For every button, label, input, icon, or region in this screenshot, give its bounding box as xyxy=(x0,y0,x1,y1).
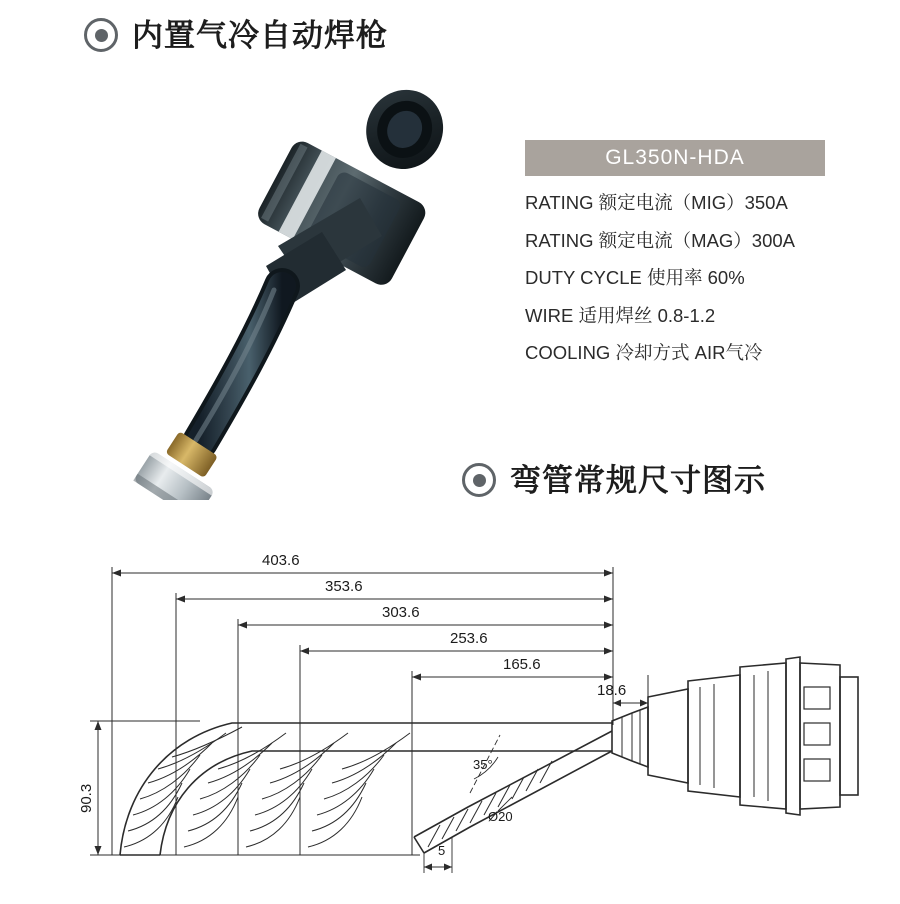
spec-item-rating-mag: RATING 额定电流（MAG）300A xyxy=(525,229,796,251)
dim-label-165-6: 165.6 xyxy=(503,656,541,673)
dim-label-angle-35: 35° xyxy=(473,757,493,772)
drawing-canvas xyxy=(0,525,900,899)
dim-label-403-6: 403.6 xyxy=(262,552,300,569)
dim-label-353-6: 353.6 xyxy=(325,578,363,595)
product-section-title: 内置气冷自动焊枪 xyxy=(132,17,388,53)
spec-item-rating-mig: RATING 额定电流（MIG）350A xyxy=(525,192,788,213)
filled-circle-icon xyxy=(462,463,496,497)
dim-label-diameter-20: Ø20 xyxy=(488,809,513,824)
spec-item-wire: WIRE 适用焊丝 0.8-1.2 xyxy=(525,304,716,326)
product-section-heading xyxy=(84,18,388,52)
dimension-section-heading xyxy=(462,463,766,497)
dimension-drawing xyxy=(0,525,900,899)
dim-label-18-6: 18.6 xyxy=(597,682,627,699)
filled-circle-icon xyxy=(84,18,118,52)
dim-label-90-3: 90.3 xyxy=(78,783,95,813)
dim-label-303-6: 303.6 xyxy=(382,604,420,621)
welding-torch-photo xyxy=(60,70,480,500)
spec-item-cooling: COOLING 冷却方式 AIR气冷 xyxy=(525,342,763,363)
model-name: GL350N-HDA xyxy=(605,146,745,169)
dimension-section-title: 弯管常规尺寸图示 xyxy=(510,462,766,498)
specification-panel xyxy=(525,140,825,382)
dim-label-253-6: 253.6 xyxy=(450,630,488,647)
spec-item-duty-cycle: DUTY CYCLE 使用率 60% xyxy=(525,267,745,288)
model-title-bar xyxy=(525,140,825,176)
spec-list xyxy=(525,194,825,363)
dim-label-5: 5 xyxy=(438,843,446,858)
